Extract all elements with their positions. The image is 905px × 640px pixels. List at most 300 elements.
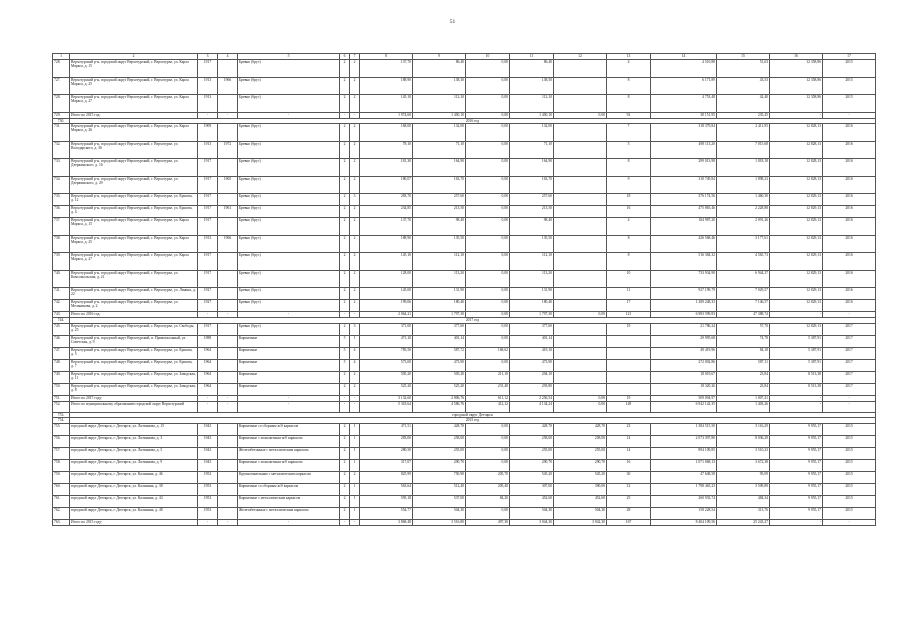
residential-area-cell: 377,60 (510, 323, 554, 335)
non-residential-area-cell: 0,00 (466, 253, 510, 271)
non-residential-area-cell: 0,00 (466, 447, 510, 459)
floors-cell: 2 (340, 459, 350, 471)
total-area-cell: 188,90 (360, 235, 413, 253)
residents-cell: 12 (607, 483, 651, 495)
floors-cell: 5 (340, 359, 350, 371)
total-area-cell: 525,20 (360, 383, 413, 395)
premises-area-cell: 1 797,30 (413, 312, 466, 318)
non-residential-area-cell: 611,12 (466, 395, 510, 401)
residents-cell: 149 (607, 401, 651, 412)
planned-year-cell: 2016 (823, 288, 876, 300)
cost-per-sqm-cell: 1 403,26 (717, 401, 770, 412)
year-built-cell: 1917 (198, 176, 218, 194)
limit-cost-cell: 12 829,13 (770, 206, 823, 218)
municipal-area-cell: 255,00 (554, 447, 607, 459)
residential-area-cell: 112,10 (510, 253, 554, 271)
table-row (53, 347, 876, 359)
wall-material-cell: Бревно (брус) (238, 159, 340, 177)
total-cost-cell: 158 228,54 (651, 507, 717, 519)
municipal-area-cell (554, 194, 607, 206)
premises-area-cell: 750,90 (413, 471, 466, 483)
residential-area-cell: 294,10 (510, 371, 554, 383)
premises-area-cell: 98,40 (413, 218, 466, 236)
table-row (53, 95, 876, 113)
residents-cell (607, 371, 651, 383)
entrances-cell: 2 (350, 383, 360, 395)
municipal-area-cell (554, 359, 607, 371)
table-row (53, 359, 876, 371)
total-area-cell: 785,50 (360, 347, 413, 359)
wall-material-cell: - (238, 519, 340, 525)
floors-cell: 2 (340, 218, 350, 236)
entrances-cell: 2 (350, 176, 360, 194)
floors-cell: 2 (340, 383, 350, 395)
column-number-cell: 2 (70, 54, 198, 60)
non-residential-area-cell: 0,00 (466, 270, 510, 288)
total-area-cell: 3 132,60 (360, 395, 413, 401)
table-row (53, 124, 876, 142)
year-commissioned-cell (218, 483, 238, 495)
wall-material-cell: Бревно (брус) (238, 218, 340, 236)
planned-year-cell: 2017 (823, 335, 876, 347)
planned-year-cell: - (823, 519, 876, 525)
premises-area-cell: 428,70 (413, 423, 466, 435)
column-number-cell: 10 (466, 54, 510, 60)
non-residential-area-cell: 84,20 (466, 495, 510, 507)
cost-per-sqm-cell: 3 509,89 (717, 483, 770, 495)
year-commissioned-cell (218, 359, 238, 371)
limit-cost-cell: 12 828,13 (770, 176, 823, 194)
residential-area-cell: 545,20 (510, 471, 554, 483)
total-label: Итого по 2015 год: (70, 112, 198, 118)
limit-cost-cell: 12 828,13 (770, 159, 823, 177)
table-row (53, 423, 876, 435)
limit-cost-cell: 5 387,91 (770, 359, 823, 371)
cost-per-sqm-cell: 2 091,26 (717, 218, 770, 236)
cost-per-sqm-cell: 25 243,27 (717, 519, 770, 525)
planned-year-cell: 2017 (823, 347, 876, 359)
row-number: 736. (53, 206, 70, 218)
total-area-cell: 471,51 (360, 423, 413, 435)
limit-cost-cell: 9 955,17 (770, 459, 823, 471)
residents-cell: 23 (607, 423, 651, 435)
planned-year-cell: 2016 (823, 141, 876, 159)
year-commissioned-cell (218, 447, 238, 459)
year-built-cell: 1953 (198, 507, 218, 519)
cost-per-sqm-cell: 1 460,30 (717, 194, 770, 206)
row-number: 750. (53, 383, 70, 395)
floors-cell: 2 (340, 253, 350, 271)
non-residential-area-cell: 0,00 (466, 323, 510, 335)
cost-per-sqm-cell: 2 411,95 (717, 124, 770, 142)
municipal-area-cell: 0,00 (554, 112, 607, 118)
address-cell: городской округ Дегтярск, г. Дегтярск, ул. Калинина, д. 46 (70, 471, 198, 483)
table-row (53, 495, 876, 507)
column-number-cell: 5 (238, 54, 340, 60)
total-cost-cell: 1 071 068,13 (651, 459, 717, 471)
table-row (53, 447, 876, 459)
total-area-cell: 825,99 (360, 471, 413, 483)
year-commissioned-cell: 1972 (218, 141, 238, 159)
limit-cost-cell: 12 358,86 (770, 60, 823, 78)
table-row (53, 194, 876, 206)
cost-per-sqm-cell: 1 898,23 (717, 176, 770, 194)
limit-cost-cell: 5 387,91 (770, 335, 823, 347)
premises-area-cell: 164,90 (413, 159, 466, 177)
planned-year-cell: 2016 (823, 159, 876, 177)
year-built-cell: 1913 (198, 95, 218, 113)
floors-cell: 2 (340, 77, 350, 95)
year-built-cell: 1927 (198, 300, 218, 312)
wall-material-cell: Кирпичные со сборным ж/б каркасом (238, 423, 340, 435)
planned-year-cell: 2015 (823, 471, 876, 483)
residents-cell: 18 (607, 194, 651, 206)
row-number: 755. (53, 423, 70, 435)
year-built-cell: 1952 (198, 471, 218, 483)
year-built-cell: 1913 (198, 141, 218, 159)
row-number: 753. (53, 412, 70, 418)
premises-area-cell: 112,10 (413, 95, 466, 113)
row-number: 727. (53, 77, 70, 95)
row-number: 745. (53, 323, 70, 335)
total-area-cell: 573,00 (360, 359, 413, 371)
residents-cell: 4 (607, 60, 651, 78)
address-cell: Верхотурский р-н, городской округ Верхотурский, г. Верхотурье, ул. Карла Маркса, д. 25 (70, 235, 198, 253)
planned-year-cell: 2015 (823, 60, 876, 78)
wall-material-cell: Железобетонные с металлическим каркасом (238, 447, 340, 459)
year-built-cell: - (198, 519, 218, 525)
year-commissioned-cell: 1965 (218, 176, 238, 194)
municipal-area-cell (554, 347, 607, 359)
limit-cost-cell: 12 829,13 (770, 270, 823, 288)
wall-material-cell: Кирпичные с металлическим каркасом (238, 495, 340, 507)
non-residential-area-cell: 0,00 (466, 435, 510, 447)
row-number: 752. (53, 401, 70, 412)
total-cost-cell: 6 171,89 (651, 77, 717, 95)
entrances-cell: 2 (350, 371, 360, 383)
total-area-cell: 317,07 (360, 459, 413, 471)
total-cost-cell: 38 151,95 (651, 112, 717, 118)
residential-area-cell: 257,60 (510, 194, 554, 206)
residents-cell (607, 359, 651, 371)
planned-year-cell: 2015 (823, 423, 876, 435)
wall-material-cell: - (238, 395, 340, 401)
residents-cell (607, 383, 651, 395)
non-residential-area-cell: 0,00 (466, 159, 510, 177)
year-commissioned-cell: 1966 (218, 235, 238, 253)
year-built-cell: - (198, 312, 218, 318)
year-built-cell: 1943 (198, 435, 218, 447)
total-cost-cell: 516 384,32 (651, 253, 717, 271)
entrances-cell: - (350, 401, 360, 412)
premises-area-cell: 113,20 (413, 270, 466, 288)
residents-cell: 14 (607, 435, 651, 447)
municipal-area-cell (554, 323, 607, 335)
residential-area-cell: 293,80 (510, 383, 554, 395)
municipal-area-cell (554, 206, 607, 218)
entrances-cell: 3 (350, 194, 360, 206)
total-cost-cell: 2 073 397,80 (651, 435, 717, 447)
municipal-area-cell: 0,00 (554, 312, 607, 318)
non-residential-area-cell: 0,00 (466, 176, 510, 194)
cost-per-sqm-cell: 484,34 (717, 495, 770, 507)
column-number-cell: 11 (510, 54, 554, 60)
wall-material-cell: Бревно (брус) (238, 77, 340, 95)
address-cell: городской округ Дегтярск, г. Дегтярск, ул. Литвинова, д. 15 (70, 423, 198, 435)
address-cell: Верхотурский р-н, городской округ Верхотурский, г. Верхотурье, ул. Карла Маркса, д. 15 (70, 60, 198, 78)
planned-year-cell: 2016 (823, 176, 876, 194)
total-area-cell: 168,00 (360, 124, 413, 142)
total-cost-cell: 509 094,97 (651, 395, 717, 401)
total-cost-cell: 47 648,58 (651, 471, 717, 483)
address-cell: Верхотурский р-н, городской округ Верхотурский, г. Верхотурье, ул. Ершова, д. 4 (70, 206, 198, 218)
municipal-area-cell (554, 383, 607, 395)
wall-material-cell: Кирпичные с монолитным ж/б каркасом (238, 459, 340, 471)
total-label: Итого по 2015 году: (70, 519, 198, 525)
residential-area-cell: 401,14 (510, 335, 554, 347)
residential-area-cell: 473,90 (510, 359, 554, 371)
wall-material-cell: Бревно (брус) (238, 235, 340, 253)
total-cost-cell: 733 934,90 (651, 270, 717, 288)
limit-cost-cell: 9 955,17 (770, 471, 823, 483)
total-area-cell: 283,00 (360, 435, 413, 447)
municipal-area-cell (554, 218, 607, 236)
residents-cell: 8 (607, 77, 651, 95)
total-area-cell: 595,18 (360, 495, 413, 507)
year-built-cell: 1964 (198, 347, 218, 359)
total-area-cell: 505,20 (360, 371, 413, 383)
row-number: 743. (53, 312, 70, 318)
non-residential-area-cell: 211,10 (466, 371, 510, 383)
year-built-cell: 1964 (198, 383, 218, 395)
entrances-cell: 4 (350, 347, 360, 359)
cost-per-sqm-cell: 23,84 (717, 383, 770, 395)
cost-per-sqm-cell: 3 672,38 (717, 459, 770, 471)
table-row (53, 459, 876, 471)
premises-area-cell: 112,10 (413, 253, 466, 271)
total-area-cell: 2 064,21 (360, 312, 413, 318)
wall-material-cell: Железобетонные с металлическим каркасом (238, 507, 340, 519)
year-commissioned-cell (218, 300, 238, 312)
municipal-area-cell (554, 95, 607, 113)
total-area-cell: 471,10 (360, 335, 413, 347)
residents-cell: 8 (607, 95, 651, 113)
address-cell: городской округ Дегтярск, г. Дегтярск, ул. Калинина, д. 43 (70, 495, 198, 507)
total-cost-cell: 6 942 142,35 (651, 401, 717, 412)
entrances-cell: 3 (350, 323, 360, 335)
non-residential-area-cell: 0,00 (466, 206, 510, 218)
non-residential-area-cell: 205,70 (466, 471, 510, 483)
address-cell: Верхотурский р-н, городской округ Верхотурский, г. Верхотурье, ул. Карла Маркса, д. 26 (70, 124, 198, 142)
total-area-cell: 137,70 (360, 218, 413, 236)
row-number: 747. (53, 347, 70, 359)
row-number: 735. (53, 194, 70, 206)
planned-year-cell: 2017 (823, 359, 876, 371)
cost-per-sqm-cell: 7 029,57 (717, 288, 770, 300)
residential-area-cell: 1 797,30 (510, 312, 554, 318)
address-cell: городской округ Дегтярск, г. Дегтярск, ул. Литвинова, д. 3 (70, 435, 198, 447)
row-number: 756. (53, 435, 70, 447)
floors-cell: - (340, 112, 350, 118)
limit-cost-cell: - (770, 112, 823, 118)
year-commissioned-cell (218, 347, 238, 359)
wall-material-cell: Бревно (брус) (238, 60, 340, 78)
premises-area-cell: 135,50 (413, 235, 466, 253)
limit-cost-cell: 12 358,86 (770, 77, 823, 95)
premises-area-cell: 255,00 (413, 447, 466, 459)
entrances-cell: 2 (350, 124, 360, 142)
cost-per-sqm-cell: 587,11 (717, 359, 770, 371)
municipal-area-cell (554, 253, 607, 271)
row-number: 742. (53, 300, 70, 312)
residents-cell: 14 (607, 447, 651, 459)
year-commissioned-cell (218, 507, 238, 519)
address-cell: Верхотурский р-н, городской округ Верхотурский, г. Верхотурье, ул. Свободы, д. 25 (70, 323, 198, 335)
wall-material-cell: - (238, 312, 340, 318)
non-residential-area-cell: 0,00 (466, 423, 510, 435)
table-row (53, 270, 876, 288)
floors-cell: 2 (340, 194, 350, 206)
planned-year-cell: 2015 (823, 435, 876, 447)
table-row (53, 141, 876, 159)
entrances-cell: 2 (350, 95, 360, 113)
floors-cell: 2 (340, 447, 350, 459)
residential-area-cell: 258,00 (510, 435, 554, 447)
premises-area-cell: 377,60 (413, 323, 466, 335)
floors-cell: 2 (340, 483, 350, 495)
non-residential-area-cell: 0,00 (466, 77, 510, 95)
municipal-area-cell: 0,00 (554, 395, 607, 401)
total-area-cell: 1 974,60 (360, 112, 413, 118)
wall-material-cell: Кирпичные (238, 371, 340, 383)
limit-cost-cell: 8 513,38 (770, 371, 823, 383)
row-number: 739. (53, 253, 70, 271)
premises-area-cell: 3 516,80 (413, 519, 466, 525)
column-number-cell: 17 (823, 54, 876, 60)
residential-area-cell: 2 256,54 (510, 395, 554, 401)
address-cell: Верхотурский р-н, городской округ Верхотурский, г. Верхотурье, ул. Володарского, д. 36 (70, 141, 198, 159)
year-commissioned-cell (218, 95, 238, 113)
municipal-area-cell: 504,30 (554, 507, 607, 519)
residents-cell: 4 (607, 218, 651, 236)
total-cost-cell: 498 113,20 (651, 141, 717, 159)
column-number-cell: 8 (360, 54, 413, 60)
residents-cell: 30 (607, 471, 651, 483)
premises-area-cell: 132,00 (413, 124, 466, 142)
residential-area-cell: 4 134,24 (510, 401, 554, 412)
limit-cost-cell: 12 829,13 (770, 300, 823, 312)
non-residential-area-cell: 497,30 (466, 519, 510, 525)
row-number: 751. (53, 395, 70, 401)
premises-area-cell: 512,40 (413, 483, 466, 495)
wall-material-cell: Бревно (брус) (238, 323, 340, 335)
planned-year-cell: 2017 (823, 371, 876, 383)
wall-material-cell: Кирпичные со сборным ж/б каркасом (238, 483, 340, 495)
year-commissioned-cell (218, 270, 238, 288)
cost-per-sqm-cell: 6 944,37 (717, 270, 770, 288)
table-row (53, 383, 876, 395)
wall-material-cell: Кирпичные (238, 335, 340, 347)
year-built-cell: 1943 (198, 459, 218, 471)
year-built-cell: 1917 (198, 270, 218, 288)
residential-area-cell: 290,70 (510, 459, 554, 471)
year-commissioned-cell (218, 194, 238, 206)
table-body (53, 60, 876, 526)
total-area-cell: 78,10 (360, 141, 413, 159)
table-row (53, 159, 876, 177)
residents-cell (607, 347, 651, 359)
column-number-cell: 14 (651, 54, 717, 60)
non-residential-area-cell: 0,00 (466, 300, 510, 312)
table-row (53, 253, 876, 271)
row-number: 741. (53, 288, 70, 300)
wall-material-cell: Бревно (брус) (238, 95, 340, 113)
row-number: 748. (53, 359, 70, 371)
planned-year-cell: - (823, 401, 876, 412)
municipal-area-cell (554, 300, 607, 312)
residents-cell: 121 (607, 312, 651, 318)
cost-per-sqm-cell: 47 388,74 (717, 312, 770, 318)
premises-area-cell: 473,90 (413, 359, 466, 371)
row-number: 746. (53, 335, 70, 347)
municipal-area-cell (554, 288, 607, 300)
non-residential-area-cell: 0,00 (466, 112, 510, 118)
entrances-cell: 1 (350, 435, 360, 447)
year-built-cell: 1917 (198, 60, 218, 78)
entrances-cell: 2 (350, 141, 360, 159)
floors-cell: 5 (340, 347, 350, 359)
residents-cell (607, 335, 651, 347)
floors-cell: 2 (340, 495, 350, 507)
address-cell: Верхотурский р-н, городской округ Верхотурский, г. Верхотурье, ул. Ленина, д. 22 (70, 288, 198, 300)
year-commissioned-cell (218, 323, 238, 335)
year-commissioned-cell (218, 423, 238, 435)
non-residential-area-cell: 205,40 (466, 483, 510, 495)
total-cost-cell: 4 510,88 (651, 60, 717, 78)
row-number: 732. (53, 141, 70, 159)
limit-cost-cell: 12 828,13 (770, 124, 823, 142)
section-title: 2017 год (70, 318, 876, 324)
address-cell: Верхотурский р-н, городской округ Верхотурский, г. Верхотурье, ул. Дзержинского, д. 16 (70, 159, 198, 177)
total-area-cell: 145,00 (360, 288, 413, 300)
planned-year-cell: 2015 (823, 507, 876, 519)
premises-area-cell: 505,20 (413, 371, 466, 383)
wall-material-cell: Бревно (брус) (238, 253, 340, 271)
total-area-cell: 137,70 (360, 60, 413, 78)
planned-year-cell: 2015 (823, 459, 876, 471)
year-commissioned-cell: - (218, 312, 238, 318)
floors-cell: 2 (340, 270, 350, 288)
wall-material-cell: Бревно (брус) (238, 270, 340, 288)
total-cost-cell: 260 933,74 (651, 495, 717, 507)
planned-year-cell: 2016 (823, 300, 876, 312)
wall-material-cell: Бревно (брус) (238, 288, 340, 300)
cost-per-sqm-cell: 1 818,18 (717, 159, 770, 177)
floors-cell: 2 (340, 124, 350, 142)
year-commissioned-cell: - (218, 401, 238, 412)
table-row (53, 471, 876, 483)
row-number: 744. (53, 318, 70, 324)
section-title: городской округ Дегтярск (70, 412, 876, 418)
table-row (53, 300, 876, 312)
total-area-cell: 181,30 (360, 159, 413, 177)
residential-area-cell: 1 450,10 (510, 112, 554, 118)
year-commissioned-cell (218, 218, 238, 236)
premises-area-cell: 258,00 (413, 435, 466, 447)
section-title: 2016 год (70, 118, 876, 124)
non-residential-area-cell: 0,00 (466, 141, 510, 159)
address-cell: Верхотурский р-н, городской округ Верхотурский, г. Верхотурье, ул. Комсомольская, д. 21 (70, 270, 198, 288)
